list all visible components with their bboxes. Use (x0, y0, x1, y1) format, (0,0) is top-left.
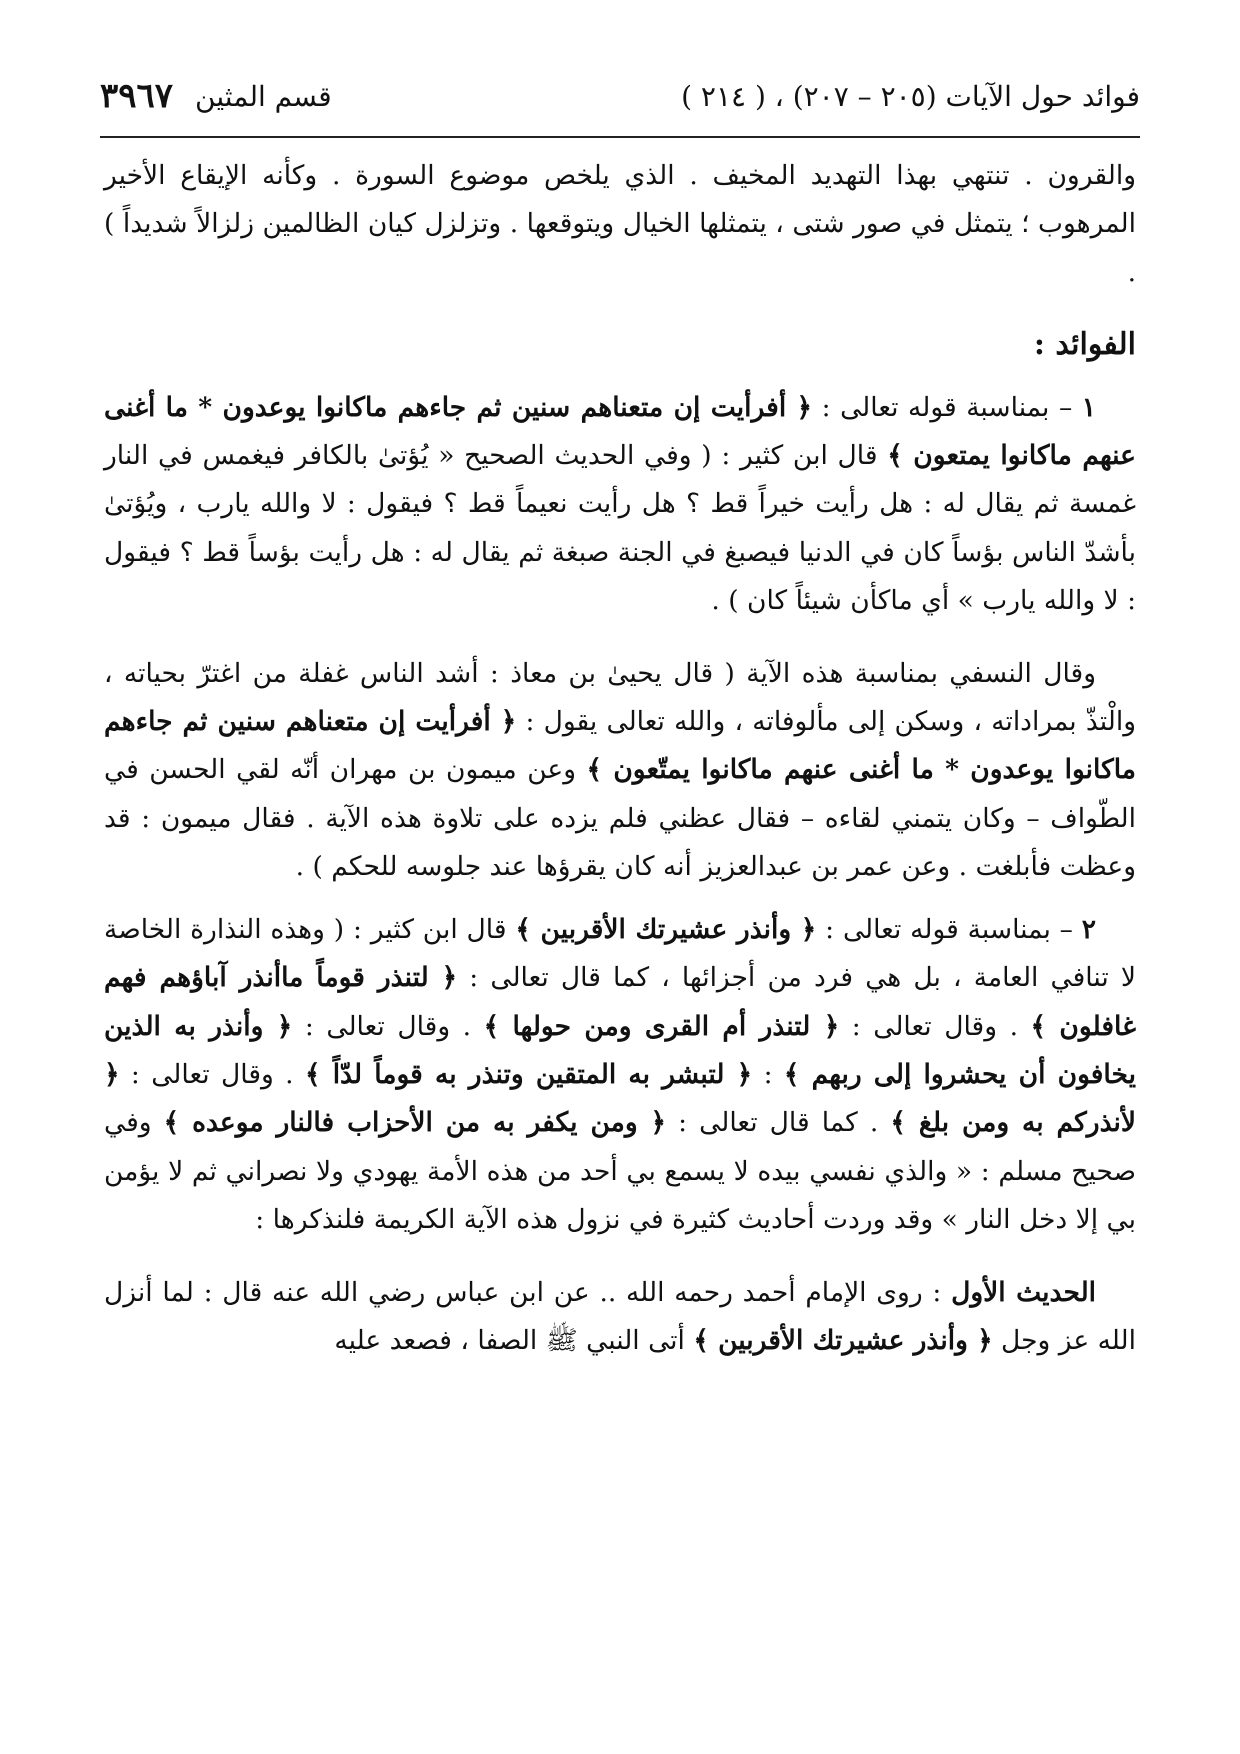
hadith-1-label: الحديث الأول (951, 1276, 1097, 1308)
benefit-2-text-5: . وقال تعالى : (119, 1058, 305, 1090)
benefit-1-paragraph (104, 384, 1136, 626)
nasafi-verse: ﴿ أفرأيت إن متعناهم سنين ثم جاءهم ماكانوا يوعدون * ما أغنى عنهم ماكانوا يمتّعون ﴾ (104, 706, 1137, 786)
benefit-2-verse-7: ﴿ ومن يكفر به من الأحزاب فالنار موعده ﴾ (163, 1107, 667, 1139)
benefit-2-text-1: قال ابن كثير : ( وهذه النذارة الخاصة لا تنافي العامة ، بل هي فرد من أجزائها ، كما قال تعالى : (104, 913, 1136, 994)
page-number: ٣٩٦٧ (100, 76, 174, 116)
running-head (100, 74, 1140, 118)
nasafi-lead: وقال النسفي بمناسبة هذه الآية ( قال يحيىٰ بن معاذ : أشد الناس غفلة من اغترّ بحياته ، والْتذّ بمراداته ، وسكن إلى مألوفاته ، والله تعالى يقول : (104, 657, 1136, 738)
benefit-2-text-3: . وقال تعالى : (292, 1010, 484, 1042)
benefit-2-verse-1: ﴿ وأنذر عشيرتك الأقربين ﴾ (515, 913, 817, 945)
benefit-2-text-4: : (752, 1058, 784, 1090)
hadith-1-text-1: : روى الإمام أحمد رحمه الله .. عن ابن عباس رضي الله عنه قال : لما أنزل الله عز وجل (104, 1276, 1136, 1356)
section-name: قسم المثين (195, 79, 332, 113)
benefit-2-verse-4: ﴿ وأنذر به الذين يخافون أن يحشروا إلى ربهم ﴾ (104, 1010, 1136, 1090)
benefit-2-verse-6: ﴿ لأنذركم به ومن بلغ ﴾ (104, 1058, 1136, 1139)
section-and-page (100, 76, 332, 116)
benefit-1-verse: ﴿ أفرأيت إن متعناهم سنين ثم جاءهم ماكانوا يوعدون * ما أغنى عنهم ماكانوا يمتعون ﴾ (104, 391, 1136, 472)
benefit-1-text: قال ابن كثير : ( وفي الحديث الصحيح « يُؤتىٰ بالكافر فيغمس في النار غمسة ثم يقال له : هل رأيت خيراً قط ؟ هل رأيت نعيماً قط ؟ فيقول : لا والله يارب ، ويُؤتىٰ بأشدّ الناس بؤساً كان في الدنيا فيصبغ في الجنة صبغة ثم يقال له : هل رأيت بؤساً قط ؟ فيقول : لا والله يارب » أي ماكأن شيئاً كان ) . (104, 440, 1136, 617)
hadith-1-verse: ﴿ وأنذر عشيرتك الأقربين ﴾ (693, 1324, 993, 1356)
benefit-2-verse-5: ﴿ لتبشر به المتقين وتنذر به قوماً لدّاً ﴾ (304, 1058, 753, 1090)
header-rule (100, 136, 1140, 138)
hadith-1-text-2: أتى النبي ﷺ الصفا ، فصعد عليه (334, 1324, 694, 1356)
intro-text: والقرون . تنتهي بهذا التهديد المخيف . الذي يلخص موضوع السورة . وكأنه الإيقاع الأخير المرهوب ؛ يتمثل في صور شتى ، يتمثلها الخيال ويتوقعها . وتزلزل كيان الظالمين زلزالاً شديداً ) . (104, 160, 1136, 288)
running-title: فوائد حول الآيات (٢٠٥ – ٢٠٧) ، ( ٢١٤ ) (681, 79, 1140, 113)
benefit-2-text-2: . وقال تعالى : (839, 1010, 1031, 1042)
hadith-1-paragraph (104, 1269, 1136, 1366)
benefit-2-lead: – بمناسبة قوله تعالى : (816, 913, 1082, 945)
benefit-2-number: ٢ (1081, 913, 1096, 945)
benefit-2-text-6: . كما قال تعالى : (666, 1107, 891, 1139)
benefit-2-verse-2: ﴿ لتنذر قوماً ماأنذر آباؤهم فهم غافلون ﴾ (104, 962, 1136, 1042)
nasafi-text: وعن ميمون بن مهران أنّه لقي الحسن في الطّواف – وكان يتمني لقاءه – فقال عظني فلم يزده على تلاوة هذه الآية . فقال ميمون : قد وعظت فأبلغت . وعن عمر بن عبدالعزيز أنه كان يقرؤها عند جلوسه للحكم ) . (104, 754, 1136, 883)
nasafi-paragraph (104, 650, 1136, 892)
benefit-1-number: ١ (1081, 391, 1096, 423)
body-text (104, 152, 1136, 1365)
benefit-1-lead: – بمناسبة قوله تعالى : (812, 391, 1082, 423)
benefit-2-verse-3: ﴿ لتنذر أم القرى ومن حولها ﴾ (483, 1010, 840, 1042)
benefit-2-text-7: وفي صحيح مسلم : « والذي نفسي بيده لا يسمع بي أحد من هذه الأمة يهودي ولا نصراني ثم لا يؤمن بي إلا دخل النار » وقد وردت أحاديث كثيرة في نزول هذه الآية الكريمة فلنذكرها : (104, 1107, 1136, 1236)
benefit-2-paragraph (104, 906, 1136, 1245)
intro-paragraph (104, 152, 1136, 297)
benefits-heading: الفوائد : (1033, 327, 1136, 363)
